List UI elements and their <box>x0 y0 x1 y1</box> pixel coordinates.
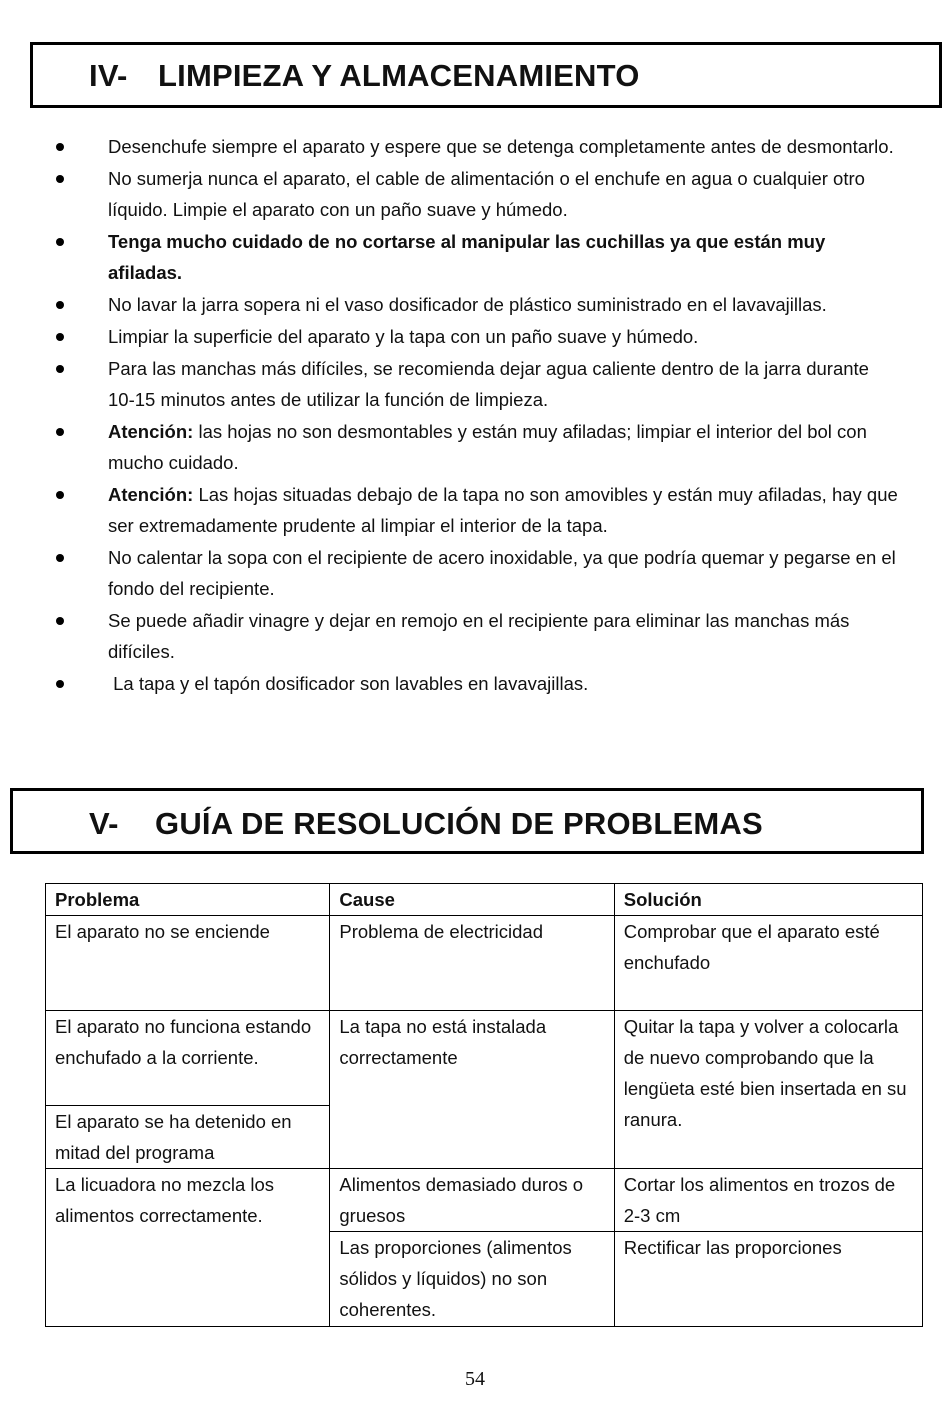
troubleshooting-table <box>45 883 923 1327</box>
table-row <box>46 1011 923 1106</box>
section-title: LIMPIEZA Y ALMACENAMIENTO <box>158 58 640 93</box>
list-item-lead: Atención: <box>108 420 194 442</box>
list-item <box>0 289 898 321</box>
section-number: V- <box>89 806 119 841</box>
solution-cell: Comprobar que el aparato esté enchufado <box>614 916 922 1011</box>
cause-cell: La tapa no está instalada correctamente <box>330 1011 614 1169</box>
bullet-icon <box>56 617 64 625</box>
list-item <box>0 542 898 605</box>
solution-cell: Cortar los alimentos en trozos de 2-3 cm <box>614 1169 922 1232</box>
problem-cell: El aparato no funciona estando enchufado a la corriente. <box>46 1011 330 1106</box>
list-item <box>0 416 898 479</box>
list-item <box>0 668 898 700</box>
list-item <box>0 321 898 353</box>
list-item <box>0 353 898 416</box>
bullet-icon <box>56 365 64 373</box>
page-number: 54 <box>465 1368 485 1390</box>
column-header-solution: Solución <box>614 884 922 916</box>
solution-cell: Rectificar las proporciones <box>614 1232 922 1327</box>
list-item-lead: Atención: <box>108 483 194 505</box>
problem-cell: El aparato no se enciende <box>46 916 330 1011</box>
list-item-text: las hojas no son desmontables y están muy afiladas; limpiar el interior del bol con mucho cuidado. <box>108 420 867 473</box>
section-header-cleaning <box>30 42 942 108</box>
section-number: IV- <box>89 58 128 93</box>
list-item-text: Desenchufe siempre el aparato y espere que se detenga completamente antes de desmontarlo. <box>108 136 894 157</box>
cause-cell: Problema de electricidad <box>330 916 614 1011</box>
bullet-icon <box>56 175 64 183</box>
solution-cell: Quitar la tapa y volver a colocarla de nuevo comprobando que la lengüeta esté bien insertada en su ranura. <box>614 1011 922 1169</box>
list-item <box>0 479 898 542</box>
bullet-icon <box>56 680 64 688</box>
list-item-text: No sumerja nunca el aparato, el cable de alimentación o el enchufe en agua o cualquier otro líquido. Limpie el aparato con un paño suave y húmedo. <box>108 167 865 220</box>
table-row <box>46 1169 923 1232</box>
list-item-text: Las hojas situadas debajo de la tapa no son amovibles y están muy afiladas, hay que ser extremadamente prudente al limpiar el interior de la tapa. <box>108 483 898 536</box>
column-header-problem: Problema <box>46 884 330 916</box>
list-item <box>0 163 898 226</box>
list-item-text: Limpiar la superficie del aparato y la tapa con un paño suave y húmedo. <box>108 325 699 347</box>
bullet-icon <box>56 554 64 562</box>
bullet-icon <box>56 238 64 246</box>
cleaning-instructions-list <box>0 131 950 700</box>
list-item-text: Para las manchas más difíciles, se recomienda dejar agua caliente dentro de la jarra durante 10-15 minutos antes de utilizar la función de limpieza. <box>108 357 869 410</box>
list-item-bold-text: Tenga mucho cuidado de no cortarse al manipular las cuchillas ya que están muy afiladas. <box>108 230 826 283</box>
list-item <box>0 226 898 289</box>
list-item <box>0 131 898 163</box>
list-item-text: No lavar la jarra sopera ni el vaso dosificador de plástico suministrado en el lavavajillas. <box>108 293 827 315</box>
list-item-text: La tapa y el tapón dosificador son lavables en lavavajillas. <box>108 672 589 694</box>
table-row <box>46 916 923 1011</box>
list-item-text: No calentar la sopa con el recipiente de acero inoxidable, ya que podría quemar y pegarse en el fondo del recipiente. <box>108 546 896 599</box>
cause-cell: Las proporciones (alimentos sólidos y líquidos) no son coherentes. <box>330 1232 614 1327</box>
section-header-troubleshooting <box>10 788 924 854</box>
problem-cell: El aparato se ha detenido en mitad del programa <box>46 1106 330 1169</box>
list-item <box>0 605 898 668</box>
list-item-text: Se puede añadir vinagre y dejar en remojo en el recipiente para eliminar las manchas más difíciles. <box>108 609 850 662</box>
bullet-icon <box>56 333 64 341</box>
bullet-icon <box>56 301 64 309</box>
problem-cell: La licuadora no mezcla los alimentos correctamente. <box>46 1169 330 1327</box>
bullet-icon <box>56 428 64 436</box>
table-header-row <box>46 884 923 916</box>
column-header-cause: Cause <box>330 884 614 916</box>
bullet-icon <box>56 491 64 499</box>
cause-cell: Alimentos demasiado duros o gruesos <box>330 1169 614 1232</box>
section-title: GUÍA DE RESOLUCIÓN DE PROBLEMAS <box>155 806 763 841</box>
bullet-icon <box>56 143 64 151</box>
